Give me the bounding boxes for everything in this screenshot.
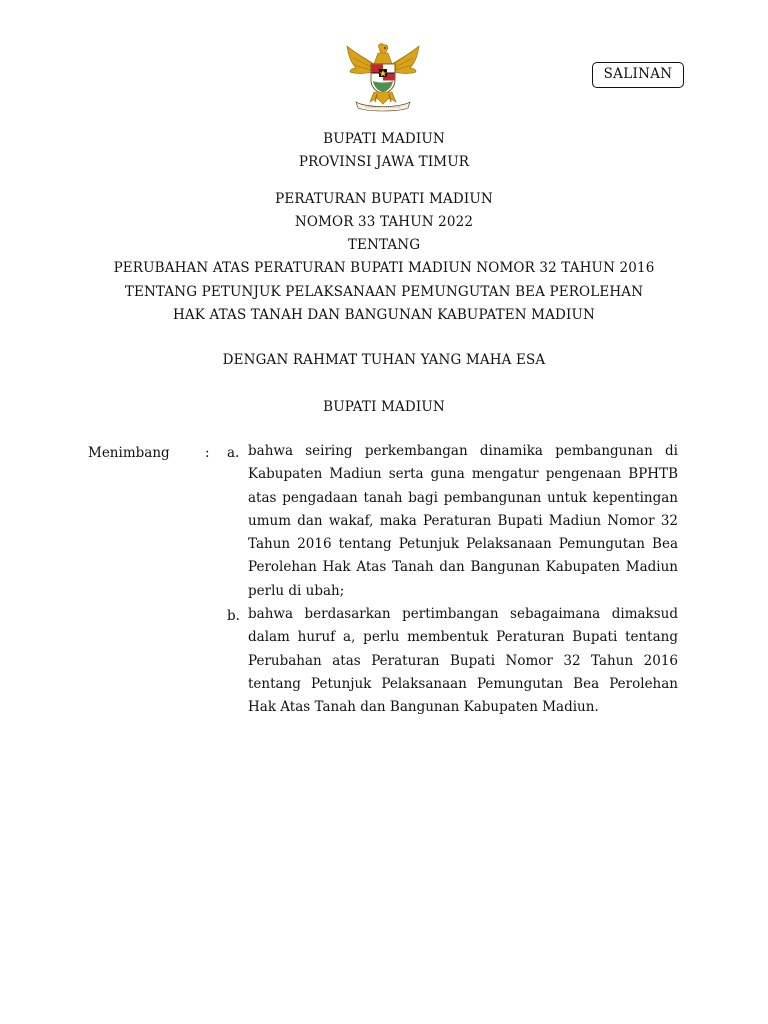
regulation-title: PERATURAN BUPATI MADIUN [275, 191, 493, 207]
regulation-about: TENTANG [347, 237, 421, 253]
considering-label: Menimbang [88, 445, 170, 461]
considering-colon: : [205, 445, 210, 461]
regulation-subject-line: TENTANG PETUNJUK PELAKSANAAN PEMUNGUTAN BEA PEROLEHAN [124, 284, 644, 300]
regulation-number: NOMOR 33 TAHUN 2022 [294, 214, 474, 230]
grace-statement: DENGAN RAHMAT TUHAN YANG MAHA ESA [222, 352, 546, 368]
salinan-badge: SALINAN [592, 62, 684, 88]
issuer-heading: BUPATI MADIUN [323, 399, 445, 415]
considering-item-text: bahwa seiring perkembangan dinamika pembangunan di Kabupaten Madiun serta guna mengatur pengenaan BPHTB atas pengadaan tanah bagi pembangunan untuk kepentingan umum dan wakaf, maka Peraturan Bupati Madiun Nomor 32 Tahun 2016 tentang Petunjuk Pelaksanaan Pemungutan Bea Perolehan Hak Atas Tanah dan Bangunan Kabupaten Madiun perlu di ubah; [248, 443, 678, 599]
province-heading: PROVINSI JAWA TIMUR [298, 154, 470, 170]
considering-item-text: bahwa berdasarkan pertimbangan sebagaimana dimaksud dalam huruf a, perlu membentuk Peraturan Bupati tentang Perubahan atas Peraturan Bupati Nomor 32 Tahun 2016 tentang Petunjuk Pelaksanaan Pemungutan Bea Perolehan Hak Atas Tanah dan Bangunan Kabupaten Madiun. [248, 606, 678, 716]
considering-item-letter: a. [227, 445, 240, 461]
considering-item-letter: b. [227, 608, 240, 624]
regulation-subject-line: PERUBAHAN ATAS PERATURAN BUPATI MADIUN NOMOR 32 TAHUN 2016 [113, 260, 655, 276]
office-heading: BUPATI MADIUN [323, 131, 445, 147]
regulation-subject-line: HAK ATAS TANAH DAN BANGUNAN KABUPATEN MADIUN [172, 307, 595, 323]
garuda-emblem-icon [344, 42, 422, 112]
